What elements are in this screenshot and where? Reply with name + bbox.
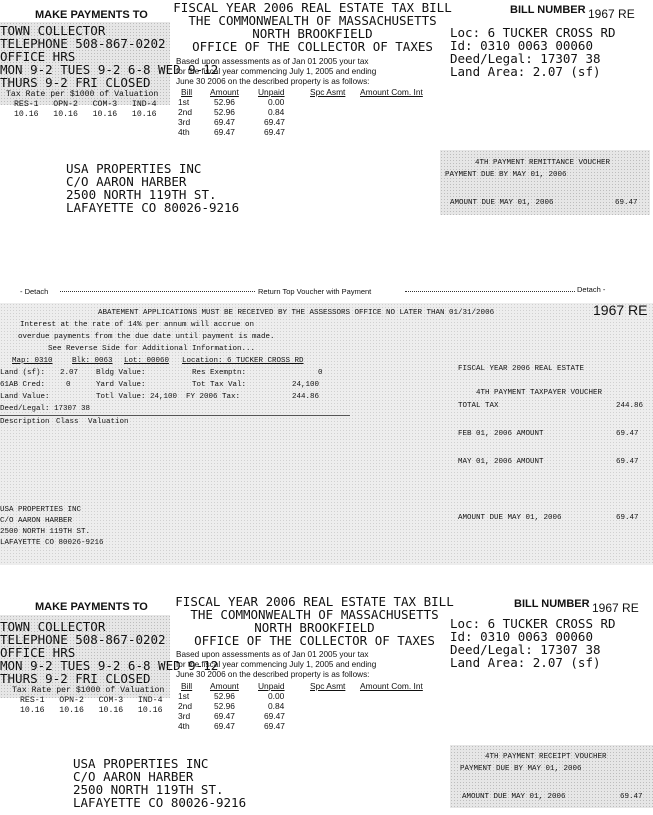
- table-row: 2nd 52.96 0.84: [178, 701, 285, 711]
- column-header: Unpaid: [258, 87, 285, 97]
- voucher-due: PAYMENT DUE BY MAY 01, 2006: [460, 765, 582, 773]
- payment-schedule-table: [178, 681, 448, 731]
- rate-values: 10.16 10.16 10.16 10.16: [14, 110, 157, 119]
- column-header: Spc Asmt: [310, 681, 346, 691]
- lot-id: Lot: 00060: [124, 357, 170, 365]
- interest-line: See Reverse Side for Additional Information...: [48, 345, 256, 353]
- stub-bill-number: 1967 RE: [593, 302, 648, 318]
- make-payments-header: MAKE PAYMENTS TO: [35, 601, 148, 613]
- detach-instruction: Return Top Voucher with Payment: [258, 287, 372, 296]
- office-line: MON 9-2 TUES 9-2 6-8 WED 9-12: [0, 658, 219, 673]
- table-row: 2nd 52.96 0.84: [178, 107, 285, 117]
- tot-tax-val-label: Tot Tax Val:: [192, 381, 247, 389]
- table-row: 3rd 69.47 69.47: [178, 711, 285, 721]
- detach-label-left: - Detach: [20, 287, 49, 296]
- voucher-amount: 69.47: [615, 199, 638, 207]
- tax-bill-title: FISCAL YEAR 2006 REAL ESTATE TAX BILL THE COMMONWEALTH OF MASSACHUSETTS NORTH BROOKFIELD OFFICE OF THE COLLECTOR OF TAXES: [175, 594, 454, 648]
- total-tax-value: 244.86: [616, 402, 644, 410]
- rate-header: Tax Rate per $1000 of Valuation: [12, 686, 165, 695]
- column-header: Amount: [210, 87, 239, 97]
- res-exemption-value: 0: [318, 369, 323, 377]
- land-sf-value: 2.07: [60, 369, 79, 377]
- voucher-amount: 69.47: [620, 793, 643, 801]
- land-value-label: Land Value:: [0, 393, 50, 401]
- fy-tax-label: FY 2006 Tax:: [186, 393, 241, 401]
- feb-amount-value: 69.47: [616, 430, 639, 438]
- cred-value: 0: [66, 381, 71, 389]
- voucher-amount-label: AMOUNT DUE MAY 01, 2006: [450, 199, 554, 207]
- office-line: OFFICE HRS: [0, 645, 76, 660]
- table-row: 1st 52.96 0.00: [178, 97, 285, 107]
- column-header: Unpaid: [258, 681, 285, 691]
- cred-label: 61AB Cred:: [0, 381, 46, 389]
- fy-tax-value: 244.86: [292, 393, 320, 401]
- res-exemption-label: Res Exemptn:: [192, 369, 247, 377]
- column-header: Bill: [181, 87, 193, 97]
- may-amount-value: 69.47: [616, 458, 639, 466]
- payment-schedule-table: [178, 87, 448, 137]
- may-amount-label: MAY 01, 2006 AMOUNT: [458, 458, 544, 466]
- column-header: Bill: [181, 681, 193, 691]
- interest-line: overdue payments from the due date until payment is made.: [18, 333, 275, 341]
- make-payments-header: MAKE PAYMENTS TO: [35, 9, 148, 21]
- voucher-amount-label: AMOUNT DUE MAY 01, 2006: [462, 793, 566, 801]
- office-line: TOWN COLLECTOR: [0, 619, 106, 634]
- amount-due-label: AMOUNT DUE MAY 01, 2006: [458, 514, 562, 522]
- property-info: Loc: 6 TUCKER CROSS RD Id: 0310 0063 00060 Deed/Legal: 17307 38 Land Area: 2.07 (sf): [450, 616, 616, 670]
- office-line: MON 9-2 TUES 9-2 6-8 WED 9-12: [0, 62, 219, 77]
- rate-header: Tax Rate per $1000 of Valuation: [6, 90, 159, 99]
- office-line: TOWN COLLECTOR: [0, 23, 106, 38]
- column-header: Valuation: [88, 418, 129, 426]
- yard-value-label: Yard Value:: [96, 381, 146, 389]
- bldg-value-label: Bldg Value:: [96, 369, 146, 377]
- table-row: 1st 52.96 0.00: [178, 691, 285, 701]
- basis-text: Based upon assessments as of Jan 01 2005 your tax for the fiscal year commencing July 1, 2005 and ending June 30 2006 on the described property is as follows:: [176, 650, 377, 679]
- amount-due-value: 69.47: [616, 514, 639, 522]
- table-row: 4th 69.47 69.47: [178, 127, 285, 137]
- dotted-separator: [60, 291, 255, 292]
- rate-codes: RES-1 OPN-2 COM-3 IND-4: [14, 100, 157, 109]
- bill-number: 1967 RE: [592, 601, 639, 615]
- block-id: Blk: 0063: [72, 357, 113, 365]
- mailing-address: USA PROPERTIES INC C/O AARON HARBER 2500 NORTH 119TH ST. LAFAYETTE CO 80026-9216: [73, 756, 247, 810]
- total-tax-label: TOTAL TAX: [458, 402, 499, 410]
- stub-voucher-title: 4TH PAYMENT TAXPAYER VOUCHER: [476, 389, 603, 397]
- voucher-title: 4TH PAYMENT RECEIPT VOUCHER: [485, 753, 607, 761]
- bill-number: 1967 RE: [588, 7, 635, 21]
- location: Location: 6 TUCKER CROSS RD: [182, 357, 304, 365]
- interest-line: Interest at the rate of 14% per annum will accrue on: [20, 321, 255, 329]
- rate-values: 10.16 10.16 10.16 10.16: [20, 706, 163, 715]
- rate-codes: RES-1 OPN-2 COM-3 IND-4: [20, 696, 163, 705]
- voucher-title: 4TH PAYMENT REMITTANCE VOUCHER: [475, 159, 611, 167]
- column-header: Amount: [210, 681, 239, 691]
- tot-tax-val-value: 24,100: [292, 381, 320, 389]
- basis-text: Based upon assessments as of Jan 01 2005 your tax for the fiscal year commencing July 1, 2005 and ending June 30 2006 on the described property is as follows:: [176, 57, 377, 86]
- mailing-address: USA PROPERTIES INC C/O AARON HARBER 2500 NORTH 119TH ST. LAFAYETTE CO 80026-9216: [66, 161, 240, 215]
- map-id: Map: 0310: [12, 357, 53, 365]
- deed-legal: Deed/Legal: 17307 38: [0, 405, 91, 413]
- column-header: Amount Com. Int: [360, 681, 423, 691]
- bill-number-label: BILL NUMBER: [510, 4, 586, 16]
- office-line: TELEPHONE 508-867-0202: [0, 632, 166, 647]
- feb-amount-label: FEB 01, 2006 AMOUNT: [458, 430, 544, 438]
- property-info: Loc: 6 TUCKER CROSS RD Id: 0310 0063 00060 Deed/Legal: 17307 38 Land Area: 2.07 (sf): [450, 25, 616, 79]
- divider: [0, 415, 350, 416]
- column-header: Description: [0, 418, 50, 426]
- stub-right-title: FISCAL YEAR 2006 REAL ESTATE: [458, 365, 585, 373]
- column-header: Class: [56, 418, 79, 426]
- office-line: TELEPHONE 508-867-0202: [0, 36, 166, 51]
- detach-label-right: Detach -: [577, 285, 606, 294]
- land-sf-label: Land (sf):: [0, 369, 46, 377]
- office-line: OFFICE HRS: [0, 49, 76, 64]
- table-row: 4th 69.47 69.47: [178, 721, 285, 731]
- voucher-due: PAYMENT DUE BY MAY 01, 2006: [445, 171, 567, 179]
- dotted-separator: [405, 291, 575, 292]
- office-line: THURS 9-2 FRI CLOSED: [0, 75, 151, 90]
- totl-value-value: 24,100: [150, 393, 178, 401]
- table-row: 3rd 69.47 69.47: [178, 117, 285, 127]
- tax-bill-title: FISCAL YEAR 2006 REAL ESTATE TAX BILL THE COMMONWEALTH OF MASSACHUSETTS NORTH BROOKFIELD OFFICE OF THE COLLECTOR OF TAXES: [173, 0, 452, 54]
- office-line: THURS 9-2 FRI CLOSED: [0, 671, 151, 686]
- column-header: Spc Asmt: [310, 87, 346, 97]
- stub-mailing-address: USA PROPERTIES INC C/O AARON HARBER 2500 NORTH 119TH ST. LAFAYETTE CO 80026-9216: [0, 506, 104, 547]
- abatement-notice: ABATEMENT APPLICATIONS MUST BE RECEIVED BY THE ASSESSORS OFFICE NO LATER THAN 01/31/2006: [98, 309, 495, 317]
- column-header: Amount Com. Int: [360, 87, 423, 97]
- totl-value-label: Totl Value:: [96, 393, 146, 401]
- bill-number-label: BILL NUMBER: [514, 598, 590, 610]
